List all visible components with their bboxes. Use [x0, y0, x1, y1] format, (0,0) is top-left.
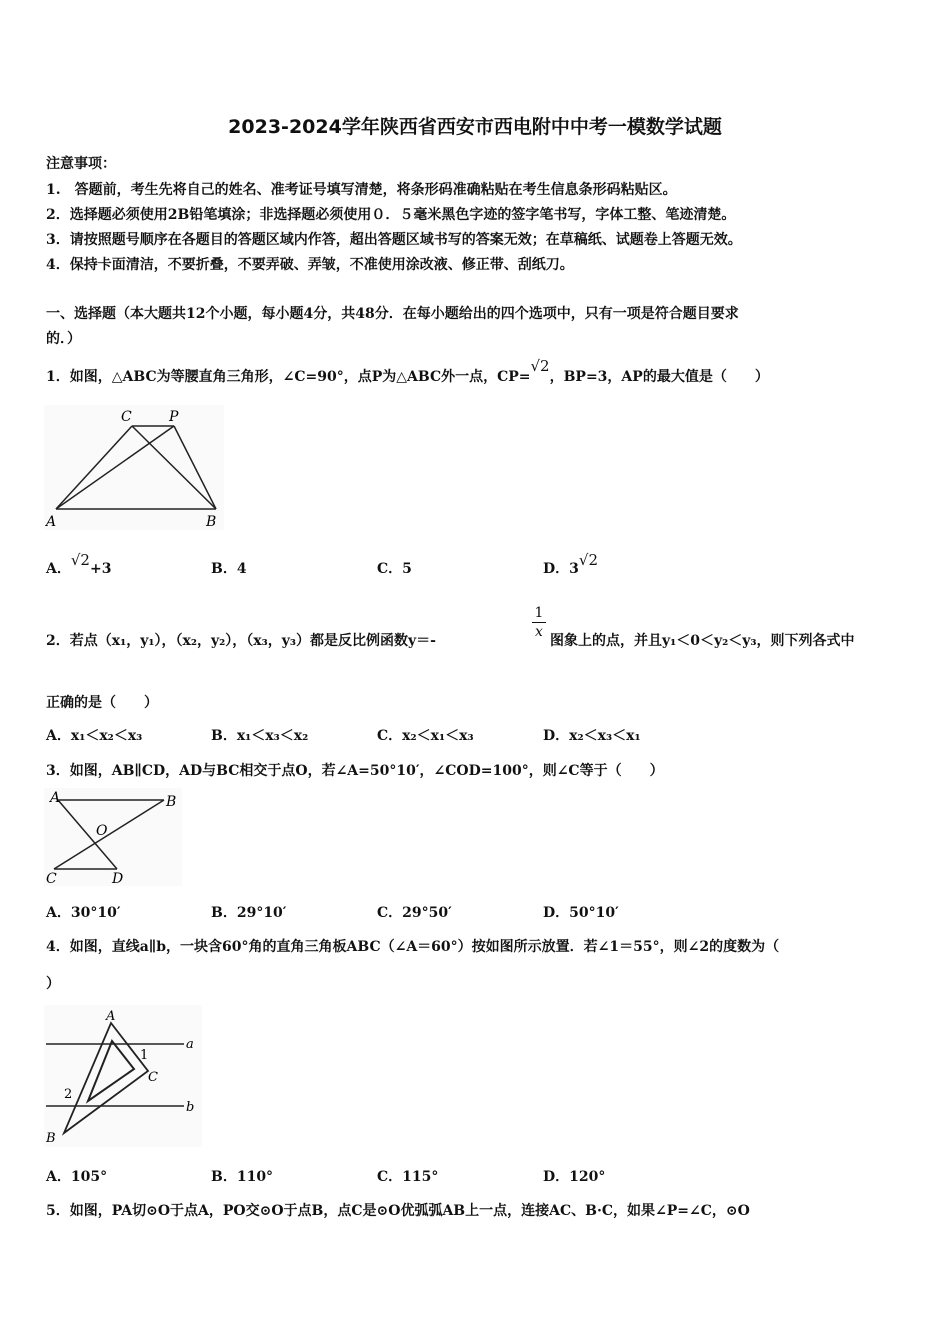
- question-2-line2: 正确的是（ ）: [46, 695, 158, 711]
- label-line-b: b: [186, 1100, 195, 1115]
- question-4-line2: ）: [46, 976, 60, 992]
- notice-item-1: 1. 答题前，考生先将自己的姓名、准考证号填写清楚，将条形码准确粘贴在考生信息条形码粘贴区。: [46, 182, 677, 198]
- label-a: A: [50, 790, 61, 806]
- q4-option-c[interactable]: C．115°: [377, 1169, 439, 1185]
- notice-heading: 注意事项：: [46, 156, 116, 172]
- question-1-text: [46, 357, 769, 386]
- label-c: C: [46, 871, 57, 886]
- figure-q1: [44, 405, 224, 530]
- fraction-denominator: x: [535, 624, 543, 640]
- label-b: B: [206, 514, 217, 530]
- question-3-text: 3．如图，AB∥CD，AD与BC相交于点O，若∠A=50°10′，∠COD=100°，则∠C等于（ ）: [46, 763, 664, 779]
- label-o: O: [96, 823, 108, 839]
- label-p: P: [169, 409, 179, 425]
- q1-option-d[interactable]: [543, 551, 598, 578]
- fraction-numerator: 1: [532, 604, 546, 623]
- label-point-a: A: [106, 1009, 116, 1024]
- q3-option-d[interactable]: D．50°10′: [543, 905, 619, 921]
- label-angle-2: 2: [64, 1087, 73, 1102]
- q1-option-c[interactable]: C．5: [377, 561, 412, 577]
- section-heading-line1: 一、选择题（本大题共12个小题，每小题4分，共48分．在每小题给出的四个选项中，只有一项是符合题目要求: [46, 306, 739, 322]
- notice-item-4: 4．保持卡面清洁，不要折叠，不要弄破、弄皱，不准使用涂改液、修正带、刮纸刀。: [46, 257, 574, 273]
- q1-option-d-prefix: D．3: [543, 561, 579, 577]
- label-d: D: [112, 871, 124, 886]
- q4-option-a[interactable]: A．105°: [46, 1169, 108, 1185]
- label-a: A: [46, 514, 57, 530]
- q2-option-a[interactable]: A．x₁＜x₂＜x₃: [46, 728, 143, 744]
- question-5-text: 5．如图，PA切⊙O于点A，PO交⊙O于点B，点C是⊙O优弧弧AB上一点，连接AC、B·C，如果∠P=∠C，⊙O: [46, 1203, 750, 1219]
- sqrt-2: √2: [578, 551, 598, 569]
- label-angle-1: 1: [140, 1048, 149, 1063]
- q3-option-b[interactable]: B．29°10′: [211, 905, 287, 921]
- question-2-part-a: 2．若点（x₁，y₁），（x₂，y₂），（x₃，y₃）都是反比例函数y＝-: [46, 633, 436, 649]
- q2-option-c[interactable]: C．x₂＜x₁＜x₃: [377, 728, 474, 744]
- q2-option-b[interactable]: B．x₁＜x₃＜x₂: [211, 728, 309, 744]
- sqrt-2: √2: [70, 551, 90, 569]
- label-point-c: C: [148, 1070, 158, 1085]
- q4-option-b[interactable]: B．110°: [211, 1169, 274, 1185]
- q3-option-a[interactable]: A．30°10′: [46, 905, 121, 921]
- question-2-part-b: 图象上的点，并且y₁＜0＜y₂＜y₃，则下列各式中: [550, 633, 855, 649]
- notice-item-3: 3．请按照题号顺序在各题目的答题区域内作答，超出答题区域书写的答案无效；在草稿纸、试题卷上答题无效。: [46, 232, 742, 248]
- figure-q3: [44, 788, 182, 886]
- q3-option-c[interactable]: C．29°50′: [377, 905, 452, 921]
- q1-option-a-prefix: A．: [46, 561, 71, 577]
- figure-q4: [44, 1005, 202, 1147]
- q1-option-a-suffix: +3: [89, 561, 112, 577]
- q1-option-a[interactable]: [46, 551, 112, 578]
- page-title: 2023-2024学年陕西省西安市西电附中中考一模数学试题: [228, 116, 722, 138]
- section-heading-line2: 的．）: [46, 331, 81, 347]
- q4-option-d[interactable]: D．120°: [543, 1169, 606, 1185]
- notice-item-2: 2．选择题必须使用2B铅笔填涂；非选择题必须使用０．５毫米黑色字迹的签字笔书写，字体工整、笔迹清楚。: [46, 207, 736, 223]
- fraction-1-over-x: [532, 604, 546, 641]
- label-line-a: a: [186, 1037, 194, 1052]
- label-c: C: [121, 409, 132, 425]
- sqrt-2: √2: [530, 357, 550, 375]
- question-4-line1: 4．如图，直线a∥b，一块含60°角的直角三角板ABC（∠A＝60°）按如图所示放置．若∠1＝55°，则∠2的度数为（: [46, 939, 780, 955]
- label-point-b: B: [46, 1131, 56, 1146]
- question-1-part-b: ，BP=3，AP的最大值是（ ）: [549, 369, 769, 385]
- q2-option-d[interactable]: D．x₂＜x₃＜x₁: [543, 728, 641, 744]
- q1-option-b[interactable]: B．4: [211, 561, 247, 577]
- label-b: B: [166, 794, 177, 810]
- question-1-part-a: 1．如图，△ABC为等腰直角三角形，∠C=90°，点P为△ABC外一点，CP=: [46, 369, 531, 385]
